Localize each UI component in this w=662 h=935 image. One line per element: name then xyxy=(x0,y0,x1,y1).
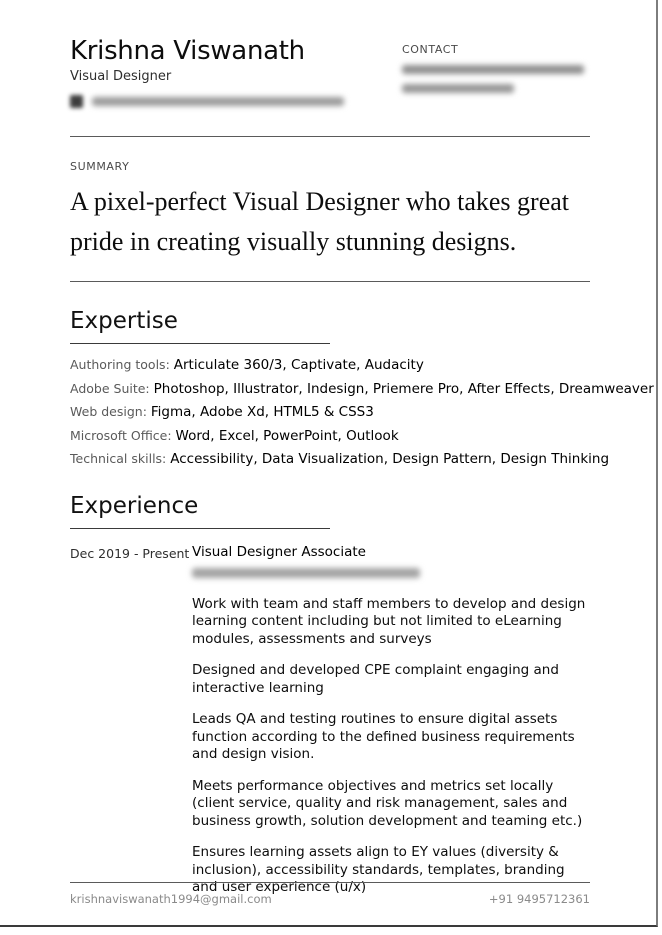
contact-block xyxy=(402,36,590,108)
experience-underline xyxy=(70,528,330,529)
job-entry xyxy=(70,544,590,897)
contact-phone-redacted xyxy=(402,84,514,93)
skill-row-microsoft-office xyxy=(70,427,590,444)
skill-label: Microsoft Office: xyxy=(70,427,176,443)
profile-link-row xyxy=(70,95,344,108)
divider xyxy=(70,281,590,282)
skill-label: Adobe Suite: xyxy=(70,380,154,396)
person-name: Krishna Viswanath xyxy=(70,36,305,66)
job-title: Visual Designer Associate xyxy=(192,543,366,560)
skill-label: Technical skills: xyxy=(70,451,171,466)
profile-url-redacted xyxy=(92,97,344,106)
skill-row-authoring-tools xyxy=(70,359,590,373)
header xyxy=(70,36,590,108)
footer xyxy=(70,882,590,906)
identity-block xyxy=(70,36,344,108)
skill-value: Word, Excel, PowerPoint, Outlook xyxy=(175,427,399,444)
job-dates: Dec 2019 - Present xyxy=(70,545,190,561)
job-description-paragraph: Designed and developed CPE complaint engaging and interactive learning xyxy=(192,662,559,696)
skill-row-technical-skills xyxy=(70,451,610,467)
footer-row xyxy=(70,892,590,906)
summary-text: A pixel-perfect Visual Designer who takes great pride in creating visually stunning designs. xyxy=(70,187,570,256)
footer-phone: +91 9495712361 xyxy=(488,892,590,906)
skill-label: Authoring tools: xyxy=(70,357,174,372)
expertise-heading: Expertise xyxy=(70,308,178,334)
contact-heading: CONTACT xyxy=(402,43,459,56)
job-description-paragraph: Ensures learning assets align to EY values (diversity & inclusion), accessibility standards, templates, branding and user experience (u/x) xyxy=(192,844,565,895)
linkedin-icon xyxy=(70,95,83,108)
skills-list xyxy=(70,357,654,467)
company-name-redacted xyxy=(192,568,420,578)
skill-value: Accessibility, Data Visualization, Design Pattern, Design Thinking xyxy=(170,451,610,467)
divider xyxy=(70,136,590,137)
expertise-underline xyxy=(70,343,330,344)
person-title: Visual Designer xyxy=(70,69,172,84)
skill-row-web-design xyxy=(70,406,590,420)
experience-heading: Experience xyxy=(70,492,199,519)
skill-row-adobe-suite xyxy=(70,380,654,397)
job-body xyxy=(192,544,590,897)
skill-value: Articulate 360/3, Captivate, Audacity xyxy=(173,357,424,373)
summary-heading: SUMMARY xyxy=(70,160,130,173)
skill-value: Photoshop, Illustrator, Indesign, Priemere Pro, After Effects, Dreamweaver xyxy=(153,380,654,397)
skill-label: Web design: xyxy=(70,404,151,419)
job-description-paragraph: Meets performance objectives and metrics set locally (client service, quality and risk management, sales and business growth, solution development and teaming etc.) xyxy=(192,777,583,829)
job-description-paragraph: Work with team and staff members to develop and design learning content including but not limited to eLearning modules, assessments and surveys xyxy=(192,595,586,647)
skill-value: Figma, Adobe Xd, HTML5 & CSS3 xyxy=(150,404,374,420)
contact-email-redacted xyxy=(402,65,584,74)
footer-divider xyxy=(70,882,590,883)
job-description-paragraph: Leads QA and testing routines to ensure digital assets function according to the defined business requirements and design vision. xyxy=(192,711,575,762)
footer-email: krishnaviswanath1994@gmail.com xyxy=(70,892,272,906)
